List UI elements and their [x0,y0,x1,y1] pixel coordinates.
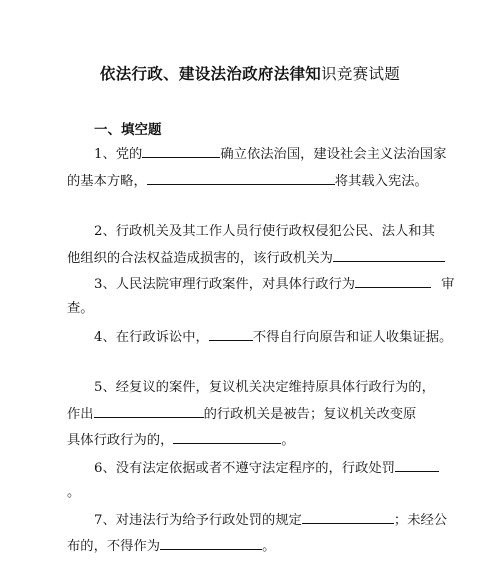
question-3-blank [355,275,431,288]
question-2-text: 他组织的合法权益造成损害的，该行政机关为 [67,251,333,266]
section-heading: 一、填空题 [94,122,162,138]
question-1-text-b: 确立依法治国，建设社会主义法治国家 [220,147,447,162]
question-4-text-a: 4、在行政诉讼中， [94,330,209,345]
title-bold-part: 依法行政、建设法治政府法律知 [99,65,322,83]
question-1-line-2 [67,172,428,190]
question-6-line-2: 。 [67,485,81,500]
question-1-blank-1 [142,145,220,158]
question-5-text-c: 具体行政行为的， [67,433,174,448]
question-5-line-1: 5、经复议的案件，复议机关决定维持原具体行政行为的， [94,380,435,395]
question-1-blank-2 [147,172,335,185]
question-7-text-d: 。 [262,539,276,554]
question-4-blank [209,328,253,341]
question-1-line-1 [94,145,446,163]
question-7-blank-1 [302,511,394,524]
question-3-text-a: 3、人民法院审理行政案件，对具体行政行为 [94,277,356,292]
question-1-text-d: 将其载入宪法。 [334,174,428,189]
question-7-line-2 [67,537,275,555]
question-3-line-1 [94,275,454,293]
question-5-line-3 [67,431,295,449]
question-7-text-c: 布的，不得作为 [67,539,161,554]
question-5-text-a: 作出 [67,407,94,422]
question-1-text-a: 1、党的 [94,147,143,162]
question-4-line-1 [94,328,452,346]
question-5-blank-2 [173,431,281,444]
title-normal-part: 识竞赛试题 [321,65,401,83]
question-2-line-1: 2、行政机关及其工作人员行使行政权侵犯公民、法人和其 [94,224,435,239]
question-1-text-c: 的基本方略， [67,174,147,189]
question-3-text-b: 审 [441,277,455,292]
question-6-line-1 [94,459,439,477]
question-5-text-d: 。 [281,433,295,448]
question-4-text-b: 不得自行向原告和证人收集证据。 [252,330,453,345]
question-2-line-2 [67,249,445,267]
question-5-blank-1 [94,405,204,418]
question-7-text-b: ；未经公 [393,513,448,528]
question-5-line-2 [67,405,416,423]
question-2-blank [333,249,445,262]
question-3-line-2: 查。 [67,301,94,316]
question-7-line-1 [94,511,447,529]
question-5-text-b: 的行政机关是被告；复议机关改变原 [203,407,417,422]
document-title [0,62,500,84]
question-6-text: 6、没有法定依据或者不遵守法定程序的，行政处罚 [94,461,395,476]
question-6-blank [395,459,439,472]
question-7-text-a: 7、对违法行为给予行政处罚的规定 [94,513,302,528]
question-7-blank-2 [160,537,262,550]
